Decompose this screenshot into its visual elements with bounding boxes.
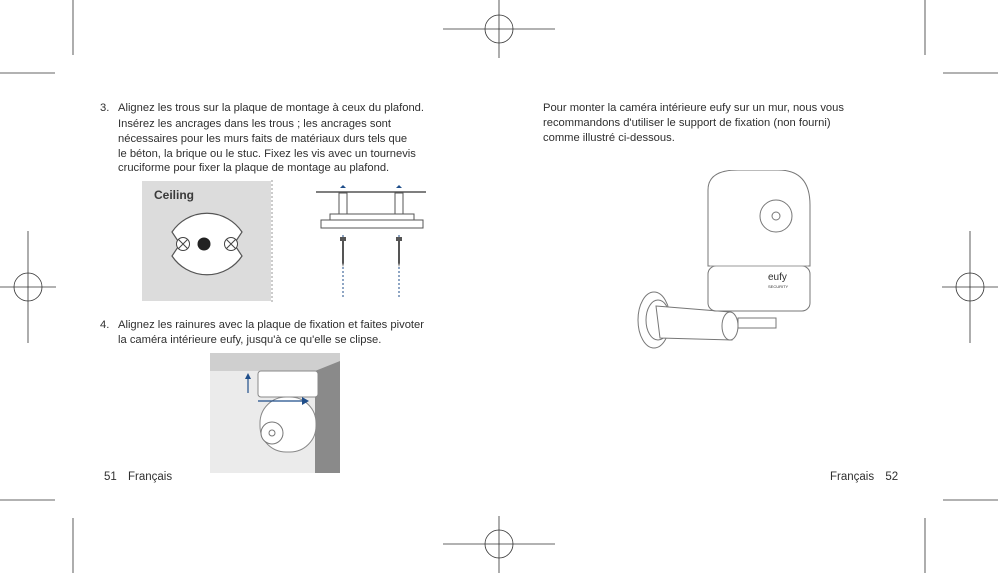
- left-folio: [100, 471, 176, 483]
- ceiling-label: Ceiling: [154, 188, 195, 202]
- ceiling-install-illustration: [210, 353, 340, 473]
- page-number-left: 51: [104, 471, 117, 483]
- step-4-line-1: Alignez les rainures avec la plaque de fixation et faites pivoter: [118, 319, 424, 331]
- step-3-number: 3.: [100, 102, 110, 114]
- language-right: Français: [830, 471, 875, 483]
- camera-brand: eufy: [768, 272, 787, 283]
- step-4-number: 4.: [100, 319, 110, 331]
- step-3-line-5: cruciforme pour fixer la plaque de montage au plafond.: [118, 162, 390, 174]
- step-3-line-1: Alignez les trous sur la plaque de montage à ceux du plafond.: [118, 102, 424, 114]
- step-3-line-2: Insérez les ancrages dans les trous ; les ancrages sont: [118, 118, 391, 130]
- step-3-line-3: nécessaires pour les murs faits de matériaux durs tels que: [118, 133, 408, 145]
- right-folio: [826, 471, 902, 483]
- language-left: Français: [128, 471, 173, 483]
- intro-line-2: recommandons d'utiliser le support de fixation (non fourni): [543, 117, 831, 129]
- camera-sub: SECURITY: [768, 284, 789, 289]
- screw-anchor-illustration: [316, 185, 426, 305]
- step-4-line-2: la caméra intérieure eufy, jusqu'à ce qu'elle se clipse.: [118, 334, 382, 346]
- intro-line-3: comme illustré ci-dessous.: [543, 132, 675, 144]
- ceiling-panel: [142, 181, 271, 301]
- panel-divider: [271, 180, 273, 302]
- step-3-line-4: le béton, la brique ou le stuc. Fixez les vis avec un tournevis: [118, 148, 416, 160]
- page-number-right: 52: [885, 471, 899, 483]
- wall-camera-illustration: [628, 170, 828, 370]
- mount-plate-illustration: [142, 181, 271, 301]
- intro-line-1: Pour monter la caméra intérieure eufy sur un mur, nous vous: [543, 102, 844, 114]
